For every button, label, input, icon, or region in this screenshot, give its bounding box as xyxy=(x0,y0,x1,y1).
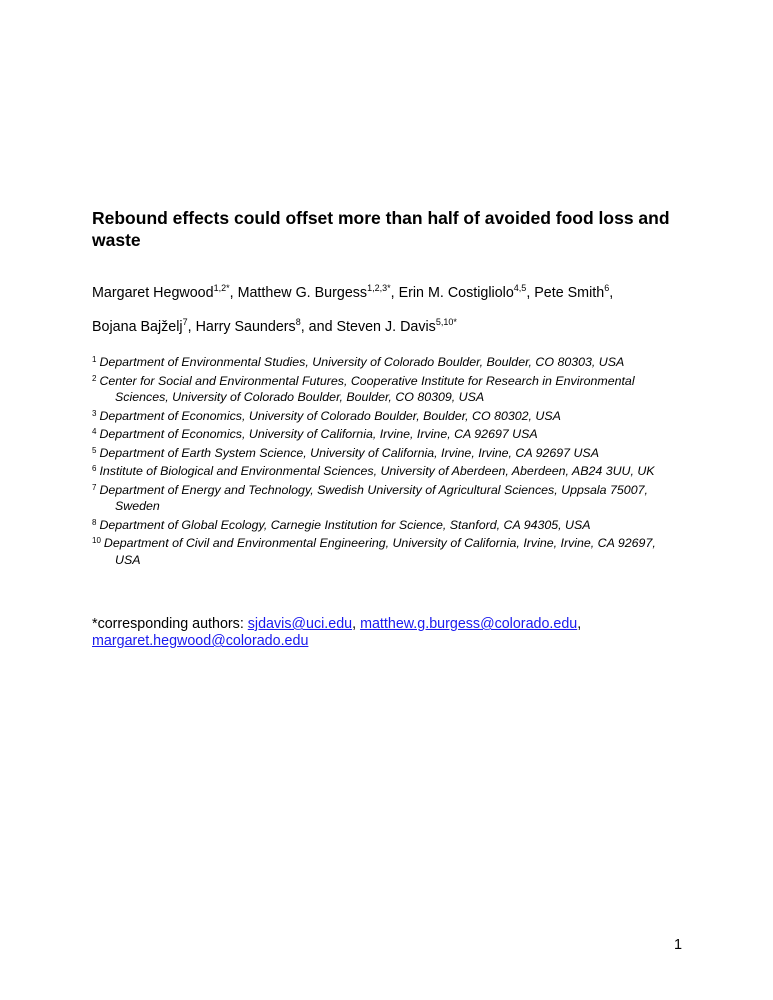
affiliation-list xyxy=(92,352,682,568)
author-sep: , xyxy=(609,285,614,301)
affiliation-text: Department of Civil and Environmental Engineering, University of California, Irvine, Irvine, CA 92697, xyxy=(103,536,656,550)
author-affil-sup: 5,10* xyxy=(435,317,457,327)
author-name: Harry Saunders xyxy=(195,319,296,335)
affiliation-text: Center for Social and Environmental Futures, Cooperative Institute for Research in Environmental xyxy=(99,373,635,388)
affiliation-number: 3 xyxy=(92,408,97,418)
author-line-2 xyxy=(92,318,457,336)
affiliation-text: Department of Environmental Studies, University of Colorado Boulder, Boulder, CO 80303, USA xyxy=(99,355,625,369)
affiliation-item xyxy=(92,424,682,443)
affiliation-text-cont: USA xyxy=(115,552,141,567)
author-affil-sup: 7 xyxy=(182,317,188,327)
affiliation-number: 6 xyxy=(92,464,97,473)
affiliation-item xyxy=(92,533,682,568)
author-affil-sup: 6 xyxy=(604,283,610,293)
author-name: Margaret Hegwood xyxy=(92,285,214,301)
author-sep: , xyxy=(390,285,399,301)
email-link-burgess[interactable]: matthew.g.burgess@colorado.edu xyxy=(360,616,578,632)
email-link-davis[interactable]: sjdavis@uci.edu xyxy=(247,616,353,632)
author-affil-sup: 4,5 xyxy=(513,283,527,293)
affiliation-number: 10 xyxy=(92,536,101,545)
corresponding-authors xyxy=(92,616,692,650)
author-sep: , xyxy=(526,285,535,301)
author-affil-sup: 8 xyxy=(295,317,301,327)
author-line-1 xyxy=(92,284,613,302)
affiliation-item xyxy=(92,443,682,462)
corresponding-label: *corresponding authors: xyxy=(92,616,248,632)
author-name: Bojana Bajželj xyxy=(92,319,183,335)
email-link-hegwood[interactable]: margaret.hegwood@colorado.edu xyxy=(92,633,309,649)
affiliation-text: Institute of Biological and Environmental Sciences, University of Aberdeen, Aberdeen, AB24 3UU, UK xyxy=(99,464,655,478)
affiliation-number: 2 xyxy=(92,373,97,383)
paper-title: Rebound effects could offset more than half of avoided food loss and waste xyxy=(92,208,670,250)
affiliation-item xyxy=(92,352,682,371)
author-sep: , xyxy=(187,319,196,335)
affiliation-item xyxy=(92,515,682,534)
affiliation-item xyxy=(92,461,682,480)
author-sep: , xyxy=(229,285,238,301)
author-name: Pete Smith xyxy=(534,285,605,301)
affiliation-item xyxy=(92,371,682,406)
affiliation-number: 4 xyxy=(92,427,97,436)
affiliation-text: Department of Global Ecology, Carnegie Institution for Science, Stanford, CA 94305, USA xyxy=(99,517,591,532)
affiliation-text: Department of Economics, University of California, Irvine, Irvine, CA 92697 USA xyxy=(99,427,538,441)
email-sep: , xyxy=(577,616,582,632)
affiliation-number: 8 xyxy=(92,517,97,527)
affiliation-number: 7 xyxy=(92,482,97,492)
author-affil-sup: 1,2,3* xyxy=(367,283,391,293)
affiliation-number: 5 xyxy=(92,445,97,455)
affiliation-text: Department of Economics, University of Colorado Boulder, Boulder, CO 80302, USA xyxy=(99,408,561,423)
affiliation-text: Department of Energy and Technology, Swedish University of Agricultural Sciences, Uppsala 75007, xyxy=(99,482,648,497)
page-number: 1 xyxy=(674,937,683,953)
author-affil-sup: 1,2* xyxy=(213,283,230,293)
author-name: Steven J. Davis xyxy=(336,319,436,335)
email-sep: , xyxy=(352,616,361,632)
author-name: Matthew G. Burgess xyxy=(237,285,368,301)
author-name: Erin M. Costigliolo xyxy=(398,285,514,301)
affiliation-text-cont: Sweden xyxy=(115,499,160,513)
affiliation-item xyxy=(92,406,682,425)
affiliation-text-cont: Sciences, University of Colorado Boulder, Boulder, CO 80309, USA xyxy=(115,390,485,404)
affiliation-text: Department of Earth System Science, University of California, Irvine, Irvine, CA 92697 USA xyxy=(99,445,599,460)
affiliation-item xyxy=(92,480,682,515)
affiliation-number: 1 xyxy=(92,355,97,364)
author-sep: , and xyxy=(300,319,337,335)
